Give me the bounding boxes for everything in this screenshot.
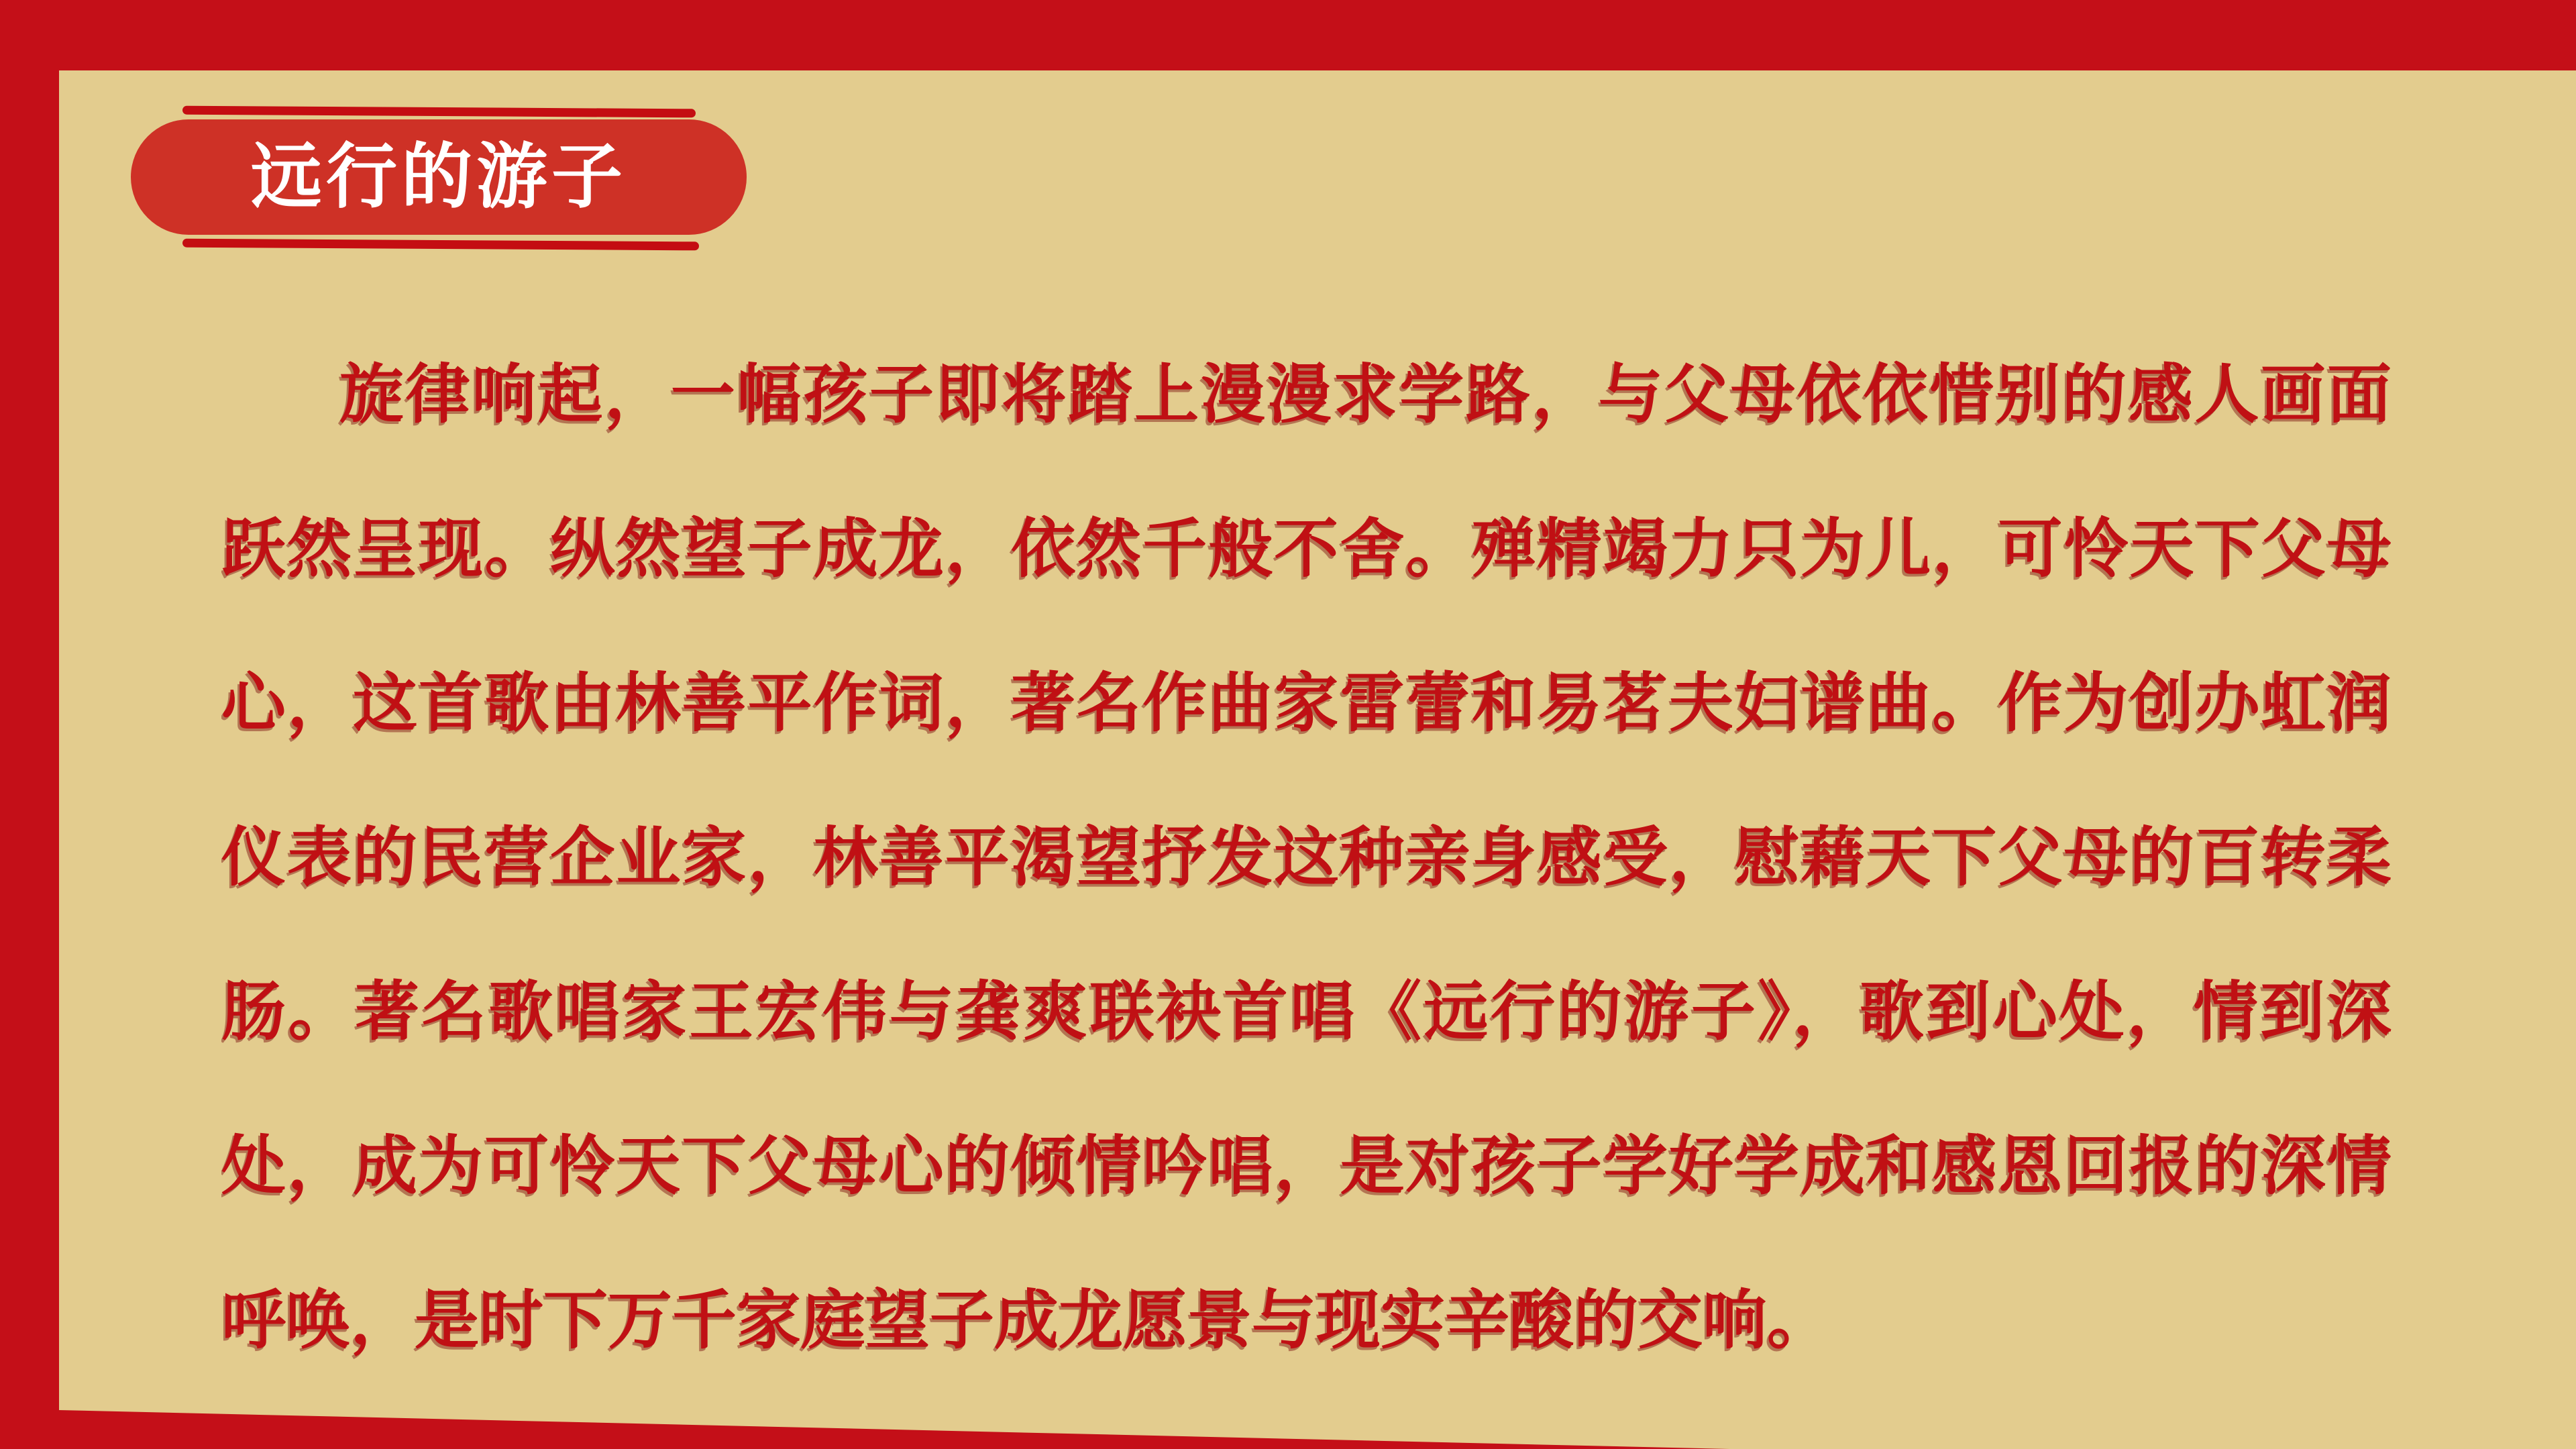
body-text-line: 肠。著名歌唱家王宏伟与龚爽联袂首唱《远行的游子》，歌到心处，情到深 xyxy=(221,976,2392,1048)
body-text-line: 处，成为可怜天下父母心的倾情吟唱，是对孩子学好学成和感恩回报的深情 xyxy=(221,1130,2392,1202)
badge-title-text: 远行的游子 xyxy=(251,138,627,217)
body-text-line: 仪表的民营企业家，林善平渴望抒发这种亲身感受，慰藉天下父母的百转柔 xyxy=(221,822,2392,894)
frame-bottom-wedge xyxy=(59,1410,1729,1449)
body-text-line: 呼唤，是时下万千家庭望子成龙愿景与现实辛酸的交响。 xyxy=(221,1285,1831,1356)
body-text-line: 心，这首歌由林善平作词，著名作曲家雷蕾和易茗夫妇谱曲。作为创办虹润 xyxy=(221,667,2392,739)
title-badge xyxy=(131,119,747,235)
body-text-line: 旋律响起，一幅孩子即将踏上漫漫求学路，与父母依依惜别的感人画面 xyxy=(339,359,2392,431)
body-text-line: 跃然呈现。纵然望子成龙，依然千般不舍。殚精竭力只为儿，可怜天下父母 xyxy=(221,513,2392,585)
body-paragraph xyxy=(221,318,2392,1398)
